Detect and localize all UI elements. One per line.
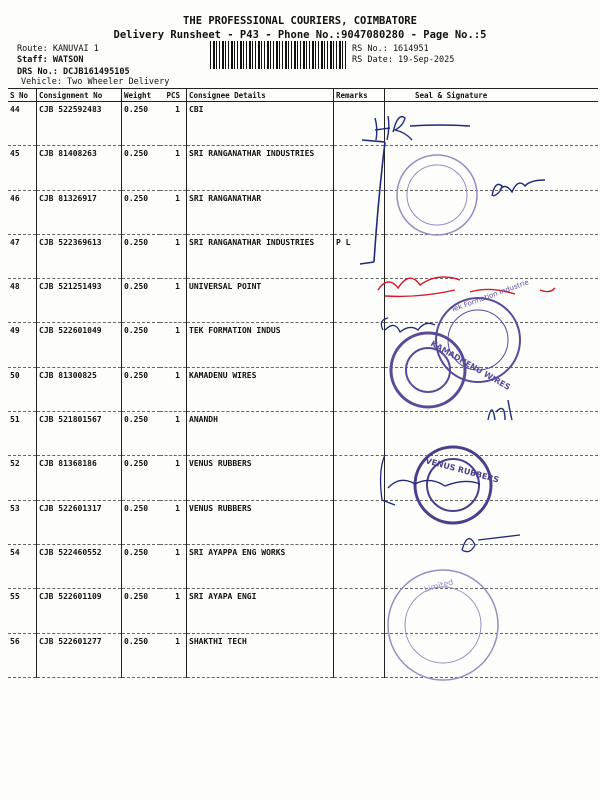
table-row — [8, 589, 598, 633]
col-consignee: Consignee Details — [187, 89, 334, 102]
cell-consignee: KAMADENU WIRES — [187, 367, 334, 411]
runsheet-subtitle: Delivery Runsheet - P43 - Phone No.:9047080280 - Page No.:5 — [113, 29, 487, 41]
col-consignment: Consignment No — [37, 89, 122, 102]
cell-weight: 0.250 — [122, 323, 161, 367]
cell-sno: 46 — [8, 190, 37, 234]
cell-weight: 0.250 — [122, 367, 161, 411]
cell-sno: 53 — [8, 500, 37, 544]
table-row — [8, 190, 598, 234]
col-remarks: Remarks — [334, 89, 385, 102]
cell-seal — [385, 234, 599, 278]
cell-remarks — [334, 190, 385, 234]
cell-sno: 52 — [8, 456, 37, 500]
cell-consignment: CJB 522601109 — [37, 589, 122, 633]
cell-pcs: 1 — [160, 279, 187, 323]
cell-seal — [385, 146, 599, 190]
cell-sno: 51 — [8, 412, 37, 456]
cell-sno: 47 — [8, 234, 37, 278]
cell-remarks — [334, 367, 385, 411]
cell-consignee: VENUS RUBBERS — [187, 500, 334, 544]
cell-pcs: 1 — [160, 234, 187, 278]
cell-remarks — [334, 102, 385, 146]
cell-weight: 0.250 — [122, 279, 161, 323]
cell-weight: 0.250 — [122, 102, 161, 146]
cell-pcs: 1 — [160, 456, 187, 500]
cell-pcs: 1 — [160, 323, 187, 367]
cell-weight: 0.250 — [122, 234, 161, 278]
cell-consignment: CJB 81326917 — [37, 190, 122, 234]
cell-pcs: 1 — [160, 589, 187, 633]
cell-pcs: 1 — [160, 500, 187, 544]
cell-sno: 48 — [8, 279, 37, 323]
cell-pcs: 1 — [160, 367, 187, 411]
cell-remarks — [334, 456, 385, 500]
kamadhenu-stamp-text: KAMADHENU WIRES — [429, 338, 512, 392]
cell-seal — [385, 589, 599, 633]
cell-seal — [385, 544, 599, 588]
cell-consignment: CJB 522601277 — [37, 633, 122, 677]
cell-seal — [385, 323, 599, 367]
cell-consignment: CJB 522601049 — [37, 323, 122, 367]
cell-seal — [385, 367, 599, 411]
cell-pcs: 1 — [160, 633, 187, 677]
cell-weight: 0.250 — [122, 190, 161, 234]
cell-remarks — [334, 500, 385, 544]
cell-consignment: CJB 81300825 — [37, 367, 122, 411]
cell-sno: 56 — [8, 633, 37, 677]
cell-consignment: CJB 522601317 — [37, 500, 122, 544]
table-header-row — [8, 89, 598, 102]
venus-stamp-text: VENUS RUBBERS — [424, 456, 500, 485]
cell-seal — [385, 456, 599, 500]
cell-consignee: SRI AYAPPA ENG WORKS — [187, 544, 334, 588]
drs-number: DRS No.: DCJB161495105 — [17, 67, 130, 77]
cell-weight: 0.250 — [122, 633, 161, 677]
cell-consignment: CJB 81368186 — [37, 456, 122, 500]
cell-consignment: CJB 522592483 — [37, 102, 122, 146]
table-row — [8, 456, 598, 500]
cell-consignment: CJB 521251493 — [37, 279, 122, 323]
table-row — [8, 323, 598, 367]
cell-consignee: TEK FORMATION INDUS — [187, 323, 334, 367]
cell-consignment: CJB 521801567 — [37, 412, 122, 456]
table-row — [8, 544, 598, 588]
table-row — [8, 146, 598, 190]
col-weight: Weight — [122, 89, 161, 102]
cell-remarks — [334, 544, 385, 588]
cell-weight: 0.250 — [122, 456, 161, 500]
runsheet-table — [8, 88, 598, 678]
barcode — [210, 41, 348, 69]
cell-consignee: UNIVERSAL POINT — [187, 279, 334, 323]
cell-sno: 44 — [8, 102, 37, 146]
limited-stamp-text: Limited — [423, 577, 455, 594]
cell-consignee: SHAKTHI TECH — [187, 633, 334, 677]
cell-consignee: SRI RANGANATHAR INDUSTRIES — [187, 234, 334, 278]
cell-pcs: 1 — [160, 102, 187, 146]
cell-seal — [385, 190, 599, 234]
col-sno: S No — [8, 89, 37, 102]
table-row — [8, 367, 598, 411]
cell-seal — [385, 500, 599, 544]
cell-consignee: ANANDH — [187, 412, 334, 456]
cell-weight: 0.250 — [122, 500, 161, 544]
table-row — [8, 102, 598, 146]
cell-weight: 0.250 — [122, 589, 161, 633]
vehicle-label: Vehicle: Two Wheeler Delivery — [21, 77, 170, 87]
table-row — [8, 412, 598, 456]
cell-remarks — [334, 146, 385, 190]
cell-weight: 0.250 — [122, 544, 161, 588]
rs-date: RS Date: 19-Sep-2025 — [352, 55, 455, 65]
cell-remarks — [334, 633, 385, 677]
cell-consignee: SRI RANGANATHAR INDUSTRIES — [187, 146, 334, 190]
table-row — [8, 279, 598, 323]
cell-sno: 50 — [8, 367, 37, 411]
cell-pcs: 1 — [160, 146, 187, 190]
table-row — [8, 234, 598, 278]
cell-pcs: 1 — [160, 544, 187, 588]
cell-remarks: P L — [334, 234, 385, 278]
cell-sno: 54 — [8, 544, 37, 588]
table-row — [8, 633, 598, 677]
cell-consignment: CJB 522369613 — [37, 234, 122, 278]
staff-label: Staff: WATSON — [17, 55, 84, 65]
table-row — [8, 500, 598, 544]
cell-remarks — [334, 589, 385, 633]
cell-consignee: SRI AYAPA ENGI — [187, 589, 334, 633]
cell-remarks — [334, 279, 385, 323]
cell-weight: 0.250 — [122, 412, 161, 456]
company-title: THE PROFESSIONAL COURIERS, COIMBATORE — [183, 15, 417, 27]
cell-consignee: SRI RANGANATHAR — [187, 190, 334, 234]
col-seal: Seal & Signature — [385, 89, 599, 102]
col-pcs: PCS — [160, 89, 187, 102]
cell-remarks — [334, 323, 385, 367]
rs-number: RS No.: 1614951 — [352, 44, 429, 54]
route-label: Route: KANUVAI 1 — [17, 44, 99, 54]
cell-weight: 0.250 — [122, 146, 161, 190]
tek-stamp-text: Tek Formation Industrie — [449, 278, 530, 314]
cell-remarks — [334, 412, 385, 456]
cell-sno: 49 — [8, 323, 37, 367]
cell-seal — [385, 102, 599, 146]
cell-sno: 55 — [8, 589, 37, 633]
cell-consignee: VENUS RUBBERS — [187, 456, 334, 500]
cell-seal — [385, 412, 599, 456]
cell-seal — [385, 633, 599, 677]
cell-pcs: 1 — [160, 190, 187, 234]
cell-sno: 45 — [8, 146, 37, 190]
cell-consignee: CBI — [187, 102, 334, 146]
cell-pcs: 1 — [160, 412, 187, 456]
cell-consignment: CJB 522460552 — [37, 544, 122, 588]
cell-seal — [385, 279, 599, 323]
cell-consignment: CJB 81408263 — [37, 146, 122, 190]
